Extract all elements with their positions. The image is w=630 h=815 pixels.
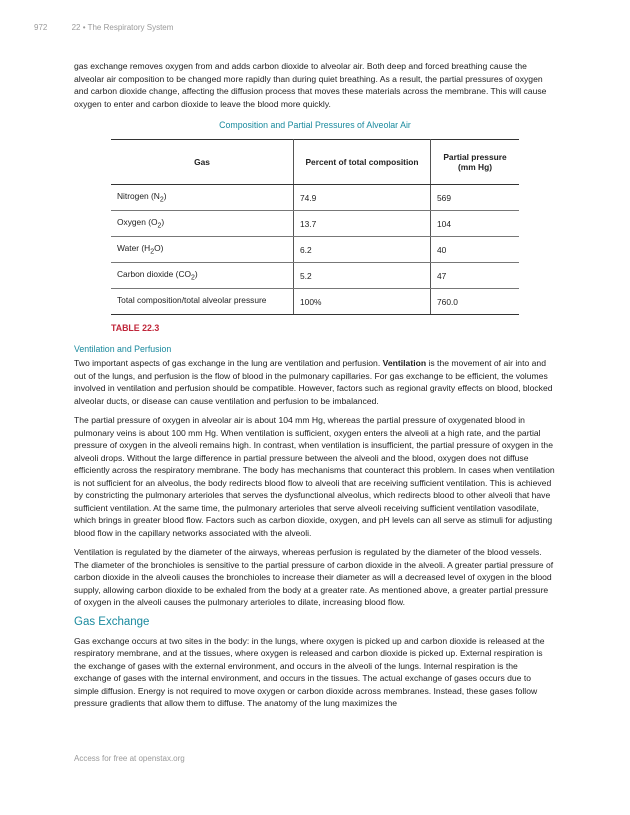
- percent-cell: 74.9: [294, 185, 431, 211]
- pressure-cell: 104: [431, 211, 520, 237]
- ventilation-paragraph-3: Ventilation is regulated by the diameter of the airways, whereas perfusion is regulated by the diameter of the blood vessels. The diameter of the bronchioles is sensitive to the partial pressure of carbon dioxide in the alveoli. A greater partial pressure of carbon dioxide in the alveoli causes the bronchioles to increase their diameter as will a decreased level of oxygen in the blood supply, allowing carbon dioxide to be exhaled from the body at a greater rate. As mentioned above, a greater partial pressure of oxygen in the alveoli causes the pulmonary arterioles to dilate, increasing blood flow.: [74, 547, 554, 607]
- table-header-row: [111, 140, 519, 185]
- running-header: [34, 23, 173, 32]
- ventilation-subheading: Ventilation and Perfusion: [74, 344, 172, 354]
- page-content: [74, 60, 556, 717]
- table-row: [111, 211, 519, 237]
- ventilation-paragraph-1: Two important aspects of gas exchange in the lung are ventilation and perfusion. Ventilation is the movement of air into and out of the lungs, and perfusion is the flow of blood in the pulmonary capillaries. For gas exchange to be efficient, the volumes involved in ventilation and perfusion should be compatible. However, factors such as regional gravity effects on blood, blocked alveolar ducts, or disease can cause ventilation and perfusion to be imbalanced.: [74, 358, 553, 406]
- header-percent: Percent of total composition: [294, 140, 431, 185]
- pressure-cell: 760.0: [431, 289, 520, 315]
- percent-cell: 6.2: [294, 237, 431, 263]
- gas-exchange-paragraph-1: Gas exchange occurs at two sites in the body: in the lungs, where oxygen is picked up and carbon dioxide is released at the respiratory membrane, and at the tissues, where oxygen is released and carbon dioxide is picked up. External respiration is the exchange of gases with the external environment, and occurs in the alveoli of the lungs. Internal respiration is the exchange of gases with the internal environment, and occurs in the tissues. The actual exchange of gases occurs due to simple diffusion. Energy is not required to move oxygen or carbon dioxide across membranes. Instead, these gases follow pressure gradients that allow them to diffuse. The anatomy of the lung maximizes the: [74, 635, 545, 708]
- gas-cell: Water $(H_2O)$: [111, 237, 294, 263]
- header-pressure: Partial pressure (mm Hg): [431, 140, 520, 185]
- pressure-cell: 40: [431, 237, 520, 263]
- table-row: [111, 237, 519, 263]
- table-row: [111, 185, 519, 211]
- table-label: TABLE 22.3: [111, 323, 160, 333]
- running-title: 22 • The Respiratory System: [71, 23, 174, 32]
- alveolar-air-table: [111, 139, 519, 315]
- gas-exchange-heading: Gas Exchange: [74, 615, 150, 628]
- pressure-cell: 47: [431, 263, 520, 289]
- percent-cell: 100%: [294, 289, 431, 315]
- page-number: 972: [34, 23, 48, 32]
- intro-paragraph: gas exchange removes oxygen from and adds carbon dioxide to alveolar air. Both deep and forced breathing cause the alveolar air composition to be changed more rapidly than during quiet breathing. As a result, the partial pressures of oxygen and carbon dioxide change, affecting the diffusion process that moves these materials across the membrane. This will cause oxygen to enter and carbon dioxide to leave the blood more quickly.: [74, 61, 547, 109]
- gas-cell: Nitrogen $(N_2)$: [111, 185, 294, 211]
- table-row: [111, 289, 519, 315]
- header-gas: Gas: [111, 140, 294, 185]
- ventilation-paragraph-2: The partial pressure of oxygen in alveolar air is about 104 mm Hg, whereas the partial pressure of oxygenated blood in pulmonary veins is about 100 mm Hg. When ventilation is sufficient, oxygen enters the alveoli at a high rate, and the partial pressure of oxygen in the alveoli remains high. In contrast, when ventilation is insufficient, the partial pressure of oxygen in the alveoli drops. Without the large difference in partial pressure between the alveoli and the blood, oxygen does not diffuse efficiently across the respiratory membrane. The body has mechanisms that counteract this problem. In cases when ventilation is not sufficient for an alveolus, the body redirects blood flow to alveoli that are receiving sufficient ventilation. This is achieved by constricting the pulmonary arterioles that serves the dysfunctional alveolus, which redirects blood to other alveoli that have sufficient ventilation. At the same time, the pulmonary arterioles that serve alveoli receiving sufficient ventilation vasodilate, which brings in greater blood flow. Factors such as carbon dioxide, oxygen, and pH levels can all serve as stimuli for adjusting blood flow in the capillary networks associated with the alveoli.: [74, 415, 555, 538]
- percent-cell: 5.2: [294, 263, 431, 289]
- gas-cell: Carbon dioxide $(CO_2)$: [111, 263, 294, 289]
- gas-cell: Total composition/total alveolar pressure: [111, 289, 294, 315]
- term-ventilation: Ventilation: [382, 358, 427, 368]
- gas-cell: Oxygen $(O_2)$: [111, 211, 294, 237]
- table-row: [111, 263, 519, 289]
- pressure-cell: 569: [431, 185, 520, 211]
- page-footer: Access for free at openstax.org: [74, 754, 185, 763]
- table-title: Composition and Partial Pressures of Alveolar Air: [219, 120, 411, 130]
- percent-cell: 13.7: [294, 211, 431, 237]
